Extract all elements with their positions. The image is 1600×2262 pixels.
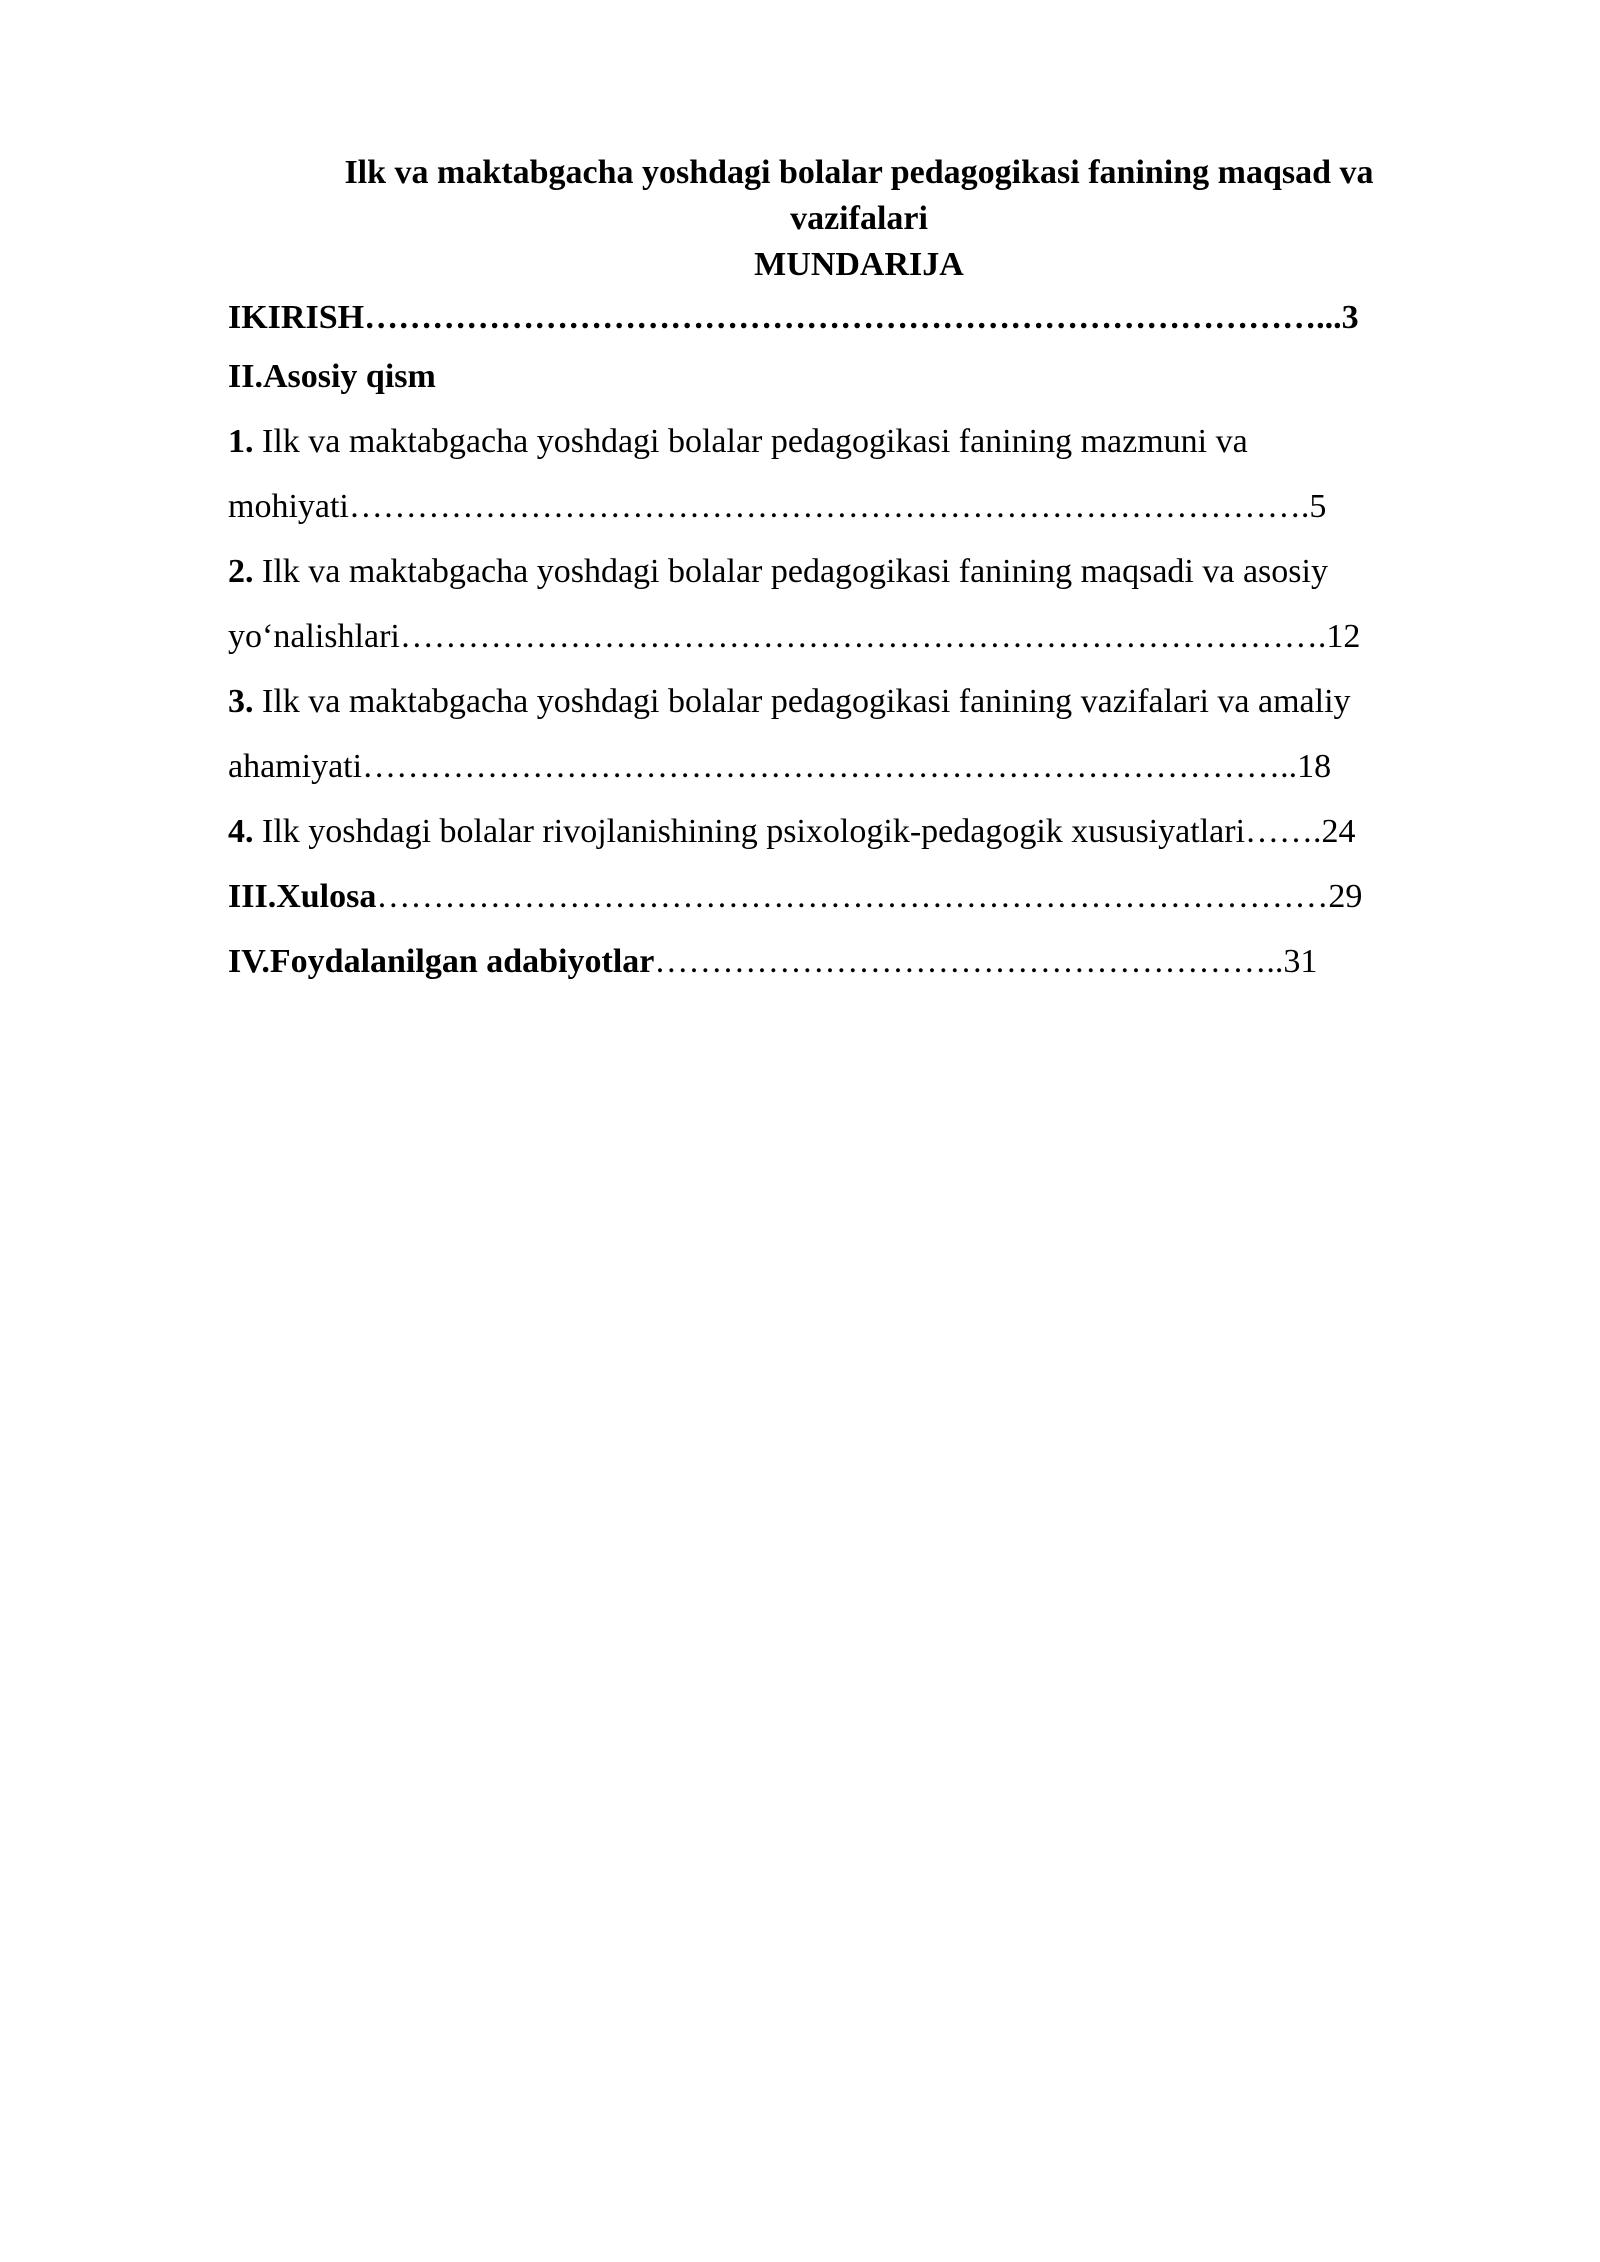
toc-entry-1-leader: ………………………………………………………………………….	[348, 488, 1310, 525]
toc-entry-3-text: Ilk va maktabgacha yoshdagi bolalar pedagogikasi fanining vazifalari va amaliy	[253, 683, 1351, 720]
toc-entry-3-leader: ………………………………………………………………………..	[362, 748, 1298, 785]
toc-entry-2-page: 12	[1326, 618, 1361, 655]
toc-entry-4[interactable]	[228, 799, 1490, 864]
toc-entry-intro-label: IKIRISH	[228, 299, 365, 336]
toc-section-main-label: II.Asosiy qism	[228, 358, 436, 395]
toc-entry-conclusion-leader: …………………………………………………………………………	[376, 878, 1329, 915]
toc-entry-4-number: 4.	[228, 813, 254, 850]
toc-entry-2-line1[interactable]	[228, 539, 1490, 604]
toc-entry-1-line2[interactable]	[228, 474, 1490, 539]
toc-entry-2-line2[interactable]	[228, 604, 1490, 669]
toc-entry-2-leader: ……………………………………………………………………….	[399, 618, 1327, 655]
document-title-line2: vazifalari	[790, 200, 928, 237]
toc-section-main	[228, 344, 1490, 409]
toc-entry-4-page: 24	[1321, 813, 1356, 850]
toc-entry-2-text-cont: yo‘nalishlari	[228, 618, 400, 655]
document-title-line1: Ilk va maktabgacha yoshdagi bolalar pedagogikasi fanining maqsad va	[344, 154, 1374, 191]
toc-entry-3-number: 3.	[228, 683, 254, 720]
toc-entry-references-leader: ………………………………………………..	[654, 943, 1284, 980]
toc-entry-3-page: 18	[1297, 748, 1332, 785]
toc-entry-conclusion-label: III.Xulosa	[228, 878, 377, 915]
toc-entry-conclusion-page: 29	[1328, 878, 1363, 915]
toc-entry-conclusion[interactable]	[228, 864, 1490, 929]
toc-entry-2-number: 2.	[228, 553, 254, 590]
toc-entry-3-line1[interactable]	[228, 669, 1490, 734]
toc-entry-4-text: Ilk yoshdagi bolalar rivojlanishining psixologik-pedagogik xususiyatlari	[253, 813, 1246, 850]
toc-entry-1-number: 1.	[228, 423, 254, 460]
toc-entry-intro-leader: …………………………………………………………………………...	[364, 299, 1342, 336]
toc-entry-1-text: Ilk va maktabgacha yoshdagi bolalar pedagogikasi fanining mazmuni va	[253, 423, 1248, 460]
toc-entry-3-line2[interactable]	[228, 734, 1490, 799]
toc-entry-4-leader: …….	[1245, 813, 1322, 850]
toc-entry-intro[interactable]	[228, 292, 1490, 344]
toc-entry-references[interactable]	[228, 929, 1490, 994]
toc-entry-1-line1[interactable]	[228, 409, 1490, 474]
toc-entry-3-text-cont: ahamiyati	[228, 748, 363, 785]
toc-entry-references-page: 31	[1283, 943, 1318, 980]
table-of-contents	[228, 292, 1490, 994]
toc-entry-1-page: 5	[1309, 488, 1327, 525]
toc-entry-intro-page: 3	[1341, 299, 1359, 336]
toc-entry-2-text: Ilk va maktabgacha yoshdagi bolalar pedagogikasi fanining maqsadi va asosiy	[253, 553, 1328, 590]
toc-entry-references-label: IV.Foydalanilgan adabiyotlar	[228, 943, 655, 980]
document-page	[228, 150, 1490, 994]
toc-heading: MUNDARIJA	[754, 246, 964, 283]
toc-entry-1-text-cont: mohiyati	[228, 488, 349, 525]
